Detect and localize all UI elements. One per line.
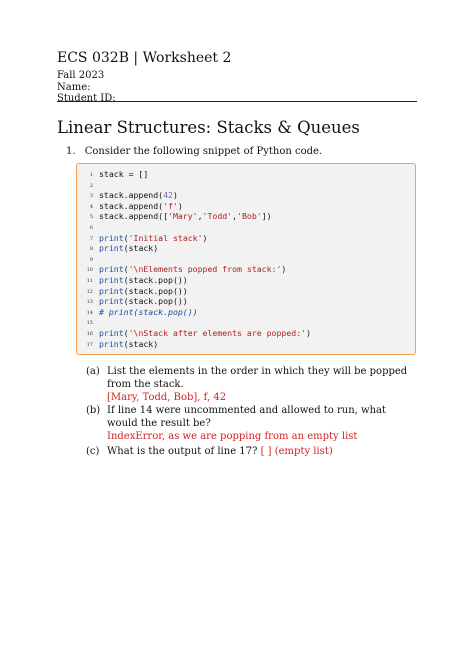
line-number: 6 [89,225,93,231]
line-number: 7 [89,235,93,242]
code-text: print(stack) [99,243,159,254]
line-number: 12 [86,288,93,295]
code-text: print('\nElements popped from stack:') [99,264,287,275]
code-text: print(stack) [99,338,159,349]
header-rule [57,101,417,102]
line-number: 17 [86,341,93,348]
line-number: 16 [86,331,93,337]
code-text: print(stack.pop()) [99,296,188,307]
code-block [76,163,416,355]
line-number: 10 [86,267,93,274]
student-id-label: Student ID: [57,93,116,104]
line-number: 3 [89,193,93,200]
code-text: # print(stack.pop()) [99,306,198,317]
question-number: 1. [66,146,76,157]
term-line: Fall 2023 [57,70,105,81]
code-text: print(stack.pop()) [99,275,188,285]
code-text: stack = [] [99,169,149,179]
worksheet-title: ECS 032B | Worksheet 2 [57,50,232,66]
section-title: Linear Structures: Stacks & Queues [57,118,360,137]
name-label: Name: [57,82,91,93]
answer-text: [ ] (empty list) [260,446,333,457]
code-text: stack.append('f') [99,200,183,211]
question-1 [66,146,322,157]
line-number: 14 [86,309,93,316]
line-number: 5 [89,214,93,221]
answer-text: IndexError, as we are popping from an empty list [107,431,358,442]
answer-text: [Mary, Todd, Bob], f, 42 [107,392,227,403]
code-text: print(stack.pop()) [99,285,188,296]
line-number: 2 [89,182,93,189]
subquestion-text: What is the output of line 17? [107,446,258,457]
line-number: 15 [86,320,93,327]
line-number: 8 [89,246,93,253]
code-text: print('\nStack after elements are popped:') [99,328,311,338]
line-number: 4 [89,203,93,210]
subquestion-text: List the elements in the order in which they will be popped from the stack. [107,366,408,390]
line-number: 13 [86,299,93,306]
line-number: 1 [89,172,93,178]
code-text: stack.append(['Mary','Todd','Bob']) [99,211,272,222]
code-text: stack.append(42) [99,190,178,201]
code-text: print('Initial stack') [99,232,208,243]
line-number: 11 [86,278,93,284]
line-number: 9 [89,256,93,263]
subquestion-label: (b) [86,405,101,416]
subquestion-text: If line 14 were uncommented and allowed to run, what would the result be? [107,405,386,429]
subquestion-label: (a) [86,366,100,377]
subquestion-label: (c) [86,446,100,457]
question-prompt: Consider the following snippet of Python code. [84,146,323,157]
